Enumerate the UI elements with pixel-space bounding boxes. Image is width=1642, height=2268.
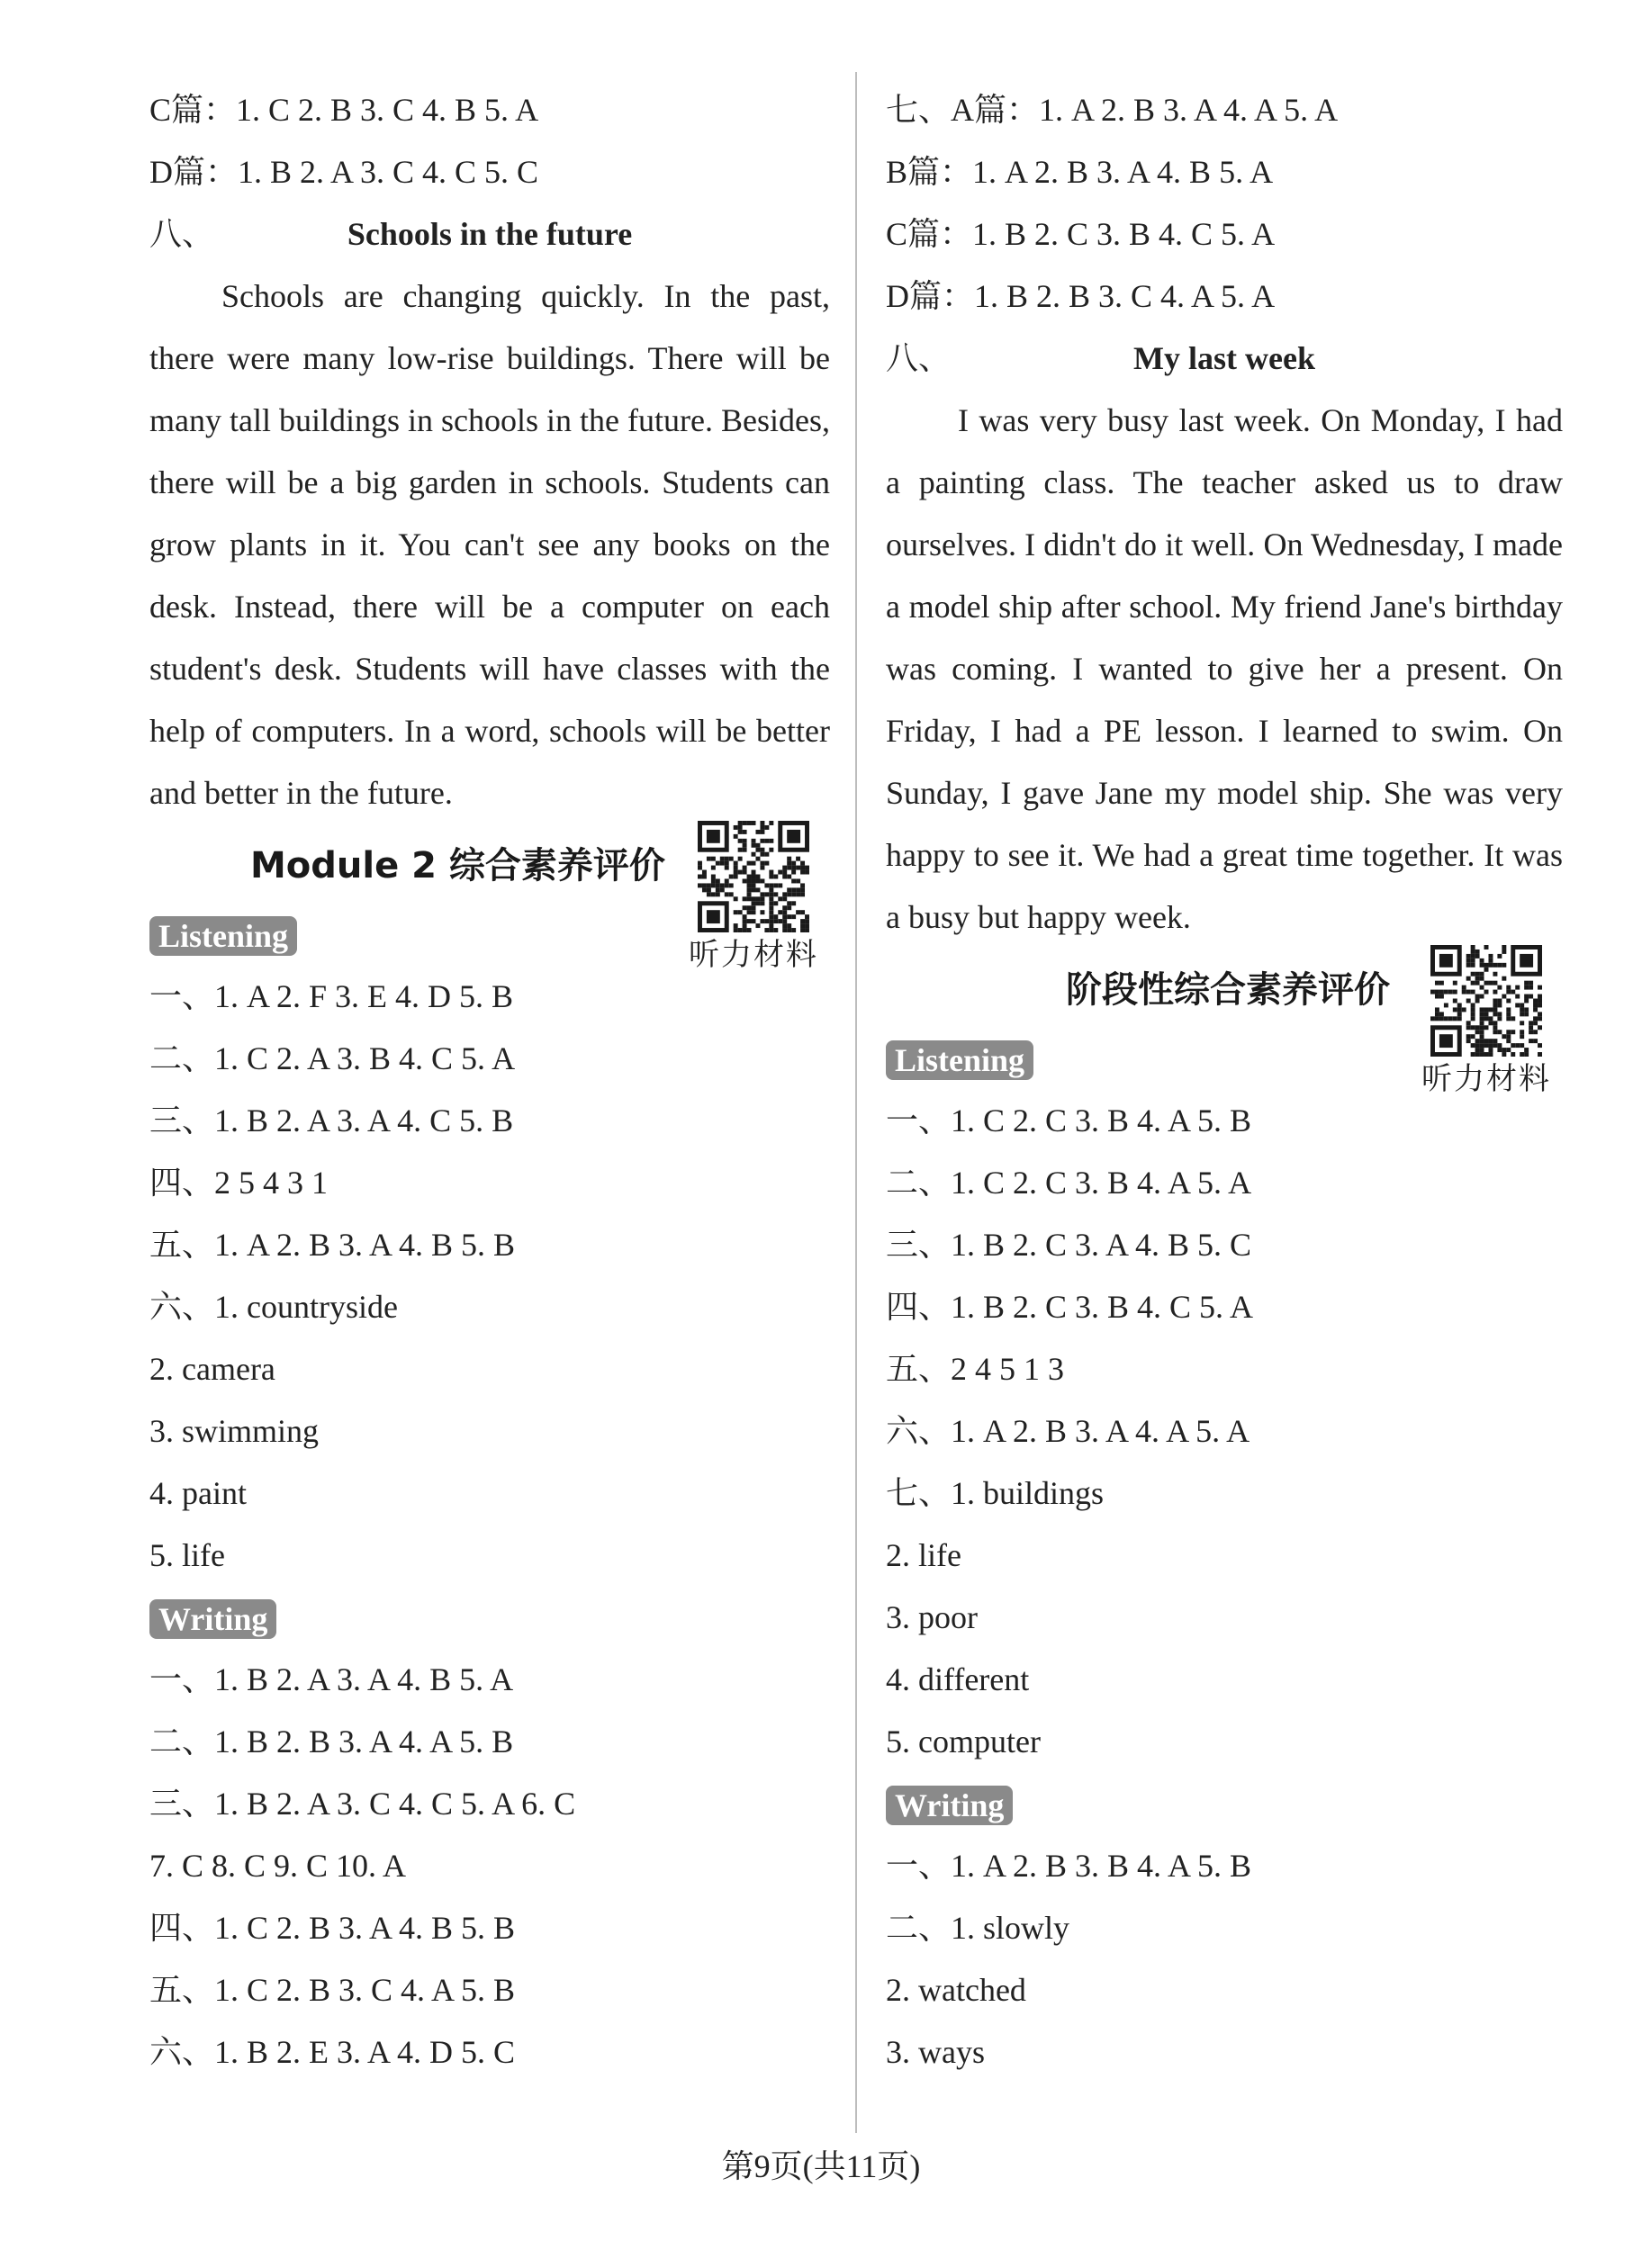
writing-answers (149, 1649, 830, 2084)
answer-line: C篇：1. C 2. B 3. C 4. B 5. A (149, 92, 539, 128)
answer-line: D篇：1. B 2. A 3. C 4. C 5. C (149, 154, 539, 190)
answer-line: 一、1. C 2. C 3. B 4. A 5. B (886, 1102, 1252, 1138)
answer-line: 2. life (886, 1537, 961, 1573)
section-tag-row (149, 904, 830, 966)
essay-paragraph (149, 266, 830, 824)
qr-label: 听力材料 (1421, 1063, 1551, 1096)
answer-line: 2. camera (149, 1351, 275, 1387)
essay-title: My last week (1133, 340, 1315, 376)
listening-tag: Listening (886, 1040, 1033, 1080)
answer-line: 5. life (149, 1537, 225, 1573)
answer-line: 六、1. A 2. B 3. A 4. A 5. A (886, 1413, 1250, 1449)
answer-line: 4. different (886, 1661, 1030, 1697)
page-footer: 第9页(共11页) (721, 2148, 921, 2184)
answer-line: 五、1. C 2. B 3. C 4. A 5. B (149, 1972, 516, 2008)
answer-line: 六、1. countryside (149, 1289, 398, 1325)
essay-heading (886, 328, 1563, 390)
answer-line: 五、1. A 2. B 3. A 4. B 5. B (149, 1227, 516, 1263)
qr-label: 听力材料 (689, 939, 818, 972)
answer-line: 3. poor (886, 1599, 978, 1635)
answer-line: 三、1. B 2. C 3. A 4. B 5. C (886, 1227, 1252, 1263)
section-tag-row (886, 1028, 1563, 1090)
writing-tag: Writing (149, 1599, 276, 1639)
essay-text: I was very busy last week. On Monday, I had a painting class. The teacher asked us to draw ourselves. I didn't do it well. On Wednesday, I made a model ship after school. My friend Jane's birthday was coming. I wanted to give her a present. On Friday, I had a PE lesson. I learned to swim. On Sunday, I gave Jane my model ship. She was very happy to see it. We had a great time together. It was a busy but happy week. (886, 402, 1563, 935)
essay-title: Schools in the future (347, 216, 633, 252)
writing-answers (886, 1835, 1563, 2084)
answer-line: 二、1. B 2. B 3. A 4. A 5. B (149, 1724, 514, 1760)
answer-line: 3. ways (886, 2034, 985, 2070)
answer-line: 四、1. C 2. B 3. A 4. B 5. B (149, 1910, 516, 1946)
listening-answers (149, 966, 830, 1587)
answer-line: 4. paint (149, 1475, 247, 1511)
answer-line: 三、1. B 2. A 3. A 4. C 5. B (149, 1102, 514, 1138)
section-number: 八、 (149, 216, 215, 252)
answer-line: 二、1. C 2. C 3. B 4. A 5. A (886, 1165, 1252, 1201)
answer-line: 三、1. B 2. A 3. C 4. C 5. A 6. C (149, 1786, 576, 1822)
essay-heading (149, 203, 830, 266)
answer-line: 四、1. B 2. C 3. B 4. C 5. A (886, 1289, 1254, 1325)
answer-line: B篇：1. A 2. B 3. A 4. B 5. A (886, 154, 1274, 190)
answer-line: 7. C 8. C 9. C 10. A (149, 1848, 407, 1884)
writing-tag: Writing (886, 1786, 1013, 1825)
answer-line: 四、2 5 4 3 1 (149, 1165, 329, 1201)
listening-tag: Listening (149, 916, 297, 956)
answer-line: 二、1. C 2. A 3. B 4. C 5. A (149, 1040, 516, 1076)
module-title: Module 2 综合素养评价 (250, 845, 665, 886)
section-tag-row (149, 1587, 830, 1649)
answer-line: 一、1. A 2. F 3. E 4. D 5. B (149, 978, 514, 1014)
section-tag-row (886, 1773, 1563, 1835)
answer-line: 一、1. A 2. B 3. B 4. A 5. B (886, 1848, 1252, 1884)
answer-line: 一、1. B 2. A 3. A 4. B 5. A (149, 1661, 514, 1697)
essay-text: Schools are changing quickly. In the past, there were many low-rise buildings. There will be many tall buildings in schools in the future. Besides, there will be a big garden in schools. Students can grow plants in it. You can't see any books on the desk. Instead, there will be a computer on each student's desk. Students will have classes with the help of computers. In a word, schools will be better and better in the future. (149, 278, 830, 811)
answer-line: C篇：1. B 2. C 3. B 4. C 5. A (886, 216, 1276, 252)
answer-line: 六、1. B 2. E 3. A 4. D 5. C (149, 2034, 516, 2070)
answer-line: 3. swimming (149, 1413, 320, 1449)
right-column (886, 79, 1563, 2084)
answer-line: 2. watched (886, 1972, 1026, 2008)
answer-line: 七、1. buildings (886, 1475, 1105, 1511)
essay-paragraph (886, 390, 1563, 949)
answer-line: 五、2 4 5 1 3 (886, 1351, 1065, 1387)
answer-line: D篇：1. B 2. B 3. C 4. A 5. A (886, 278, 1276, 314)
answer-line: 七、A篇：1. A 2. B 3. A 4. A 5. A (886, 92, 1339, 128)
column-divider (855, 72, 857, 2133)
answer-line: 5. computer (886, 1724, 1041, 1760)
answer-line: 二、1. slowly (886, 1910, 1070, 1946)
section-number: 八、 (886, 340, 952, 376)
left-column (149, 79, 830, 2084)
listening-answers (886, 1090, 1563, 1773)
module-title: 阶段性综合素养评价 (1066, 969, 1390, 1011)
